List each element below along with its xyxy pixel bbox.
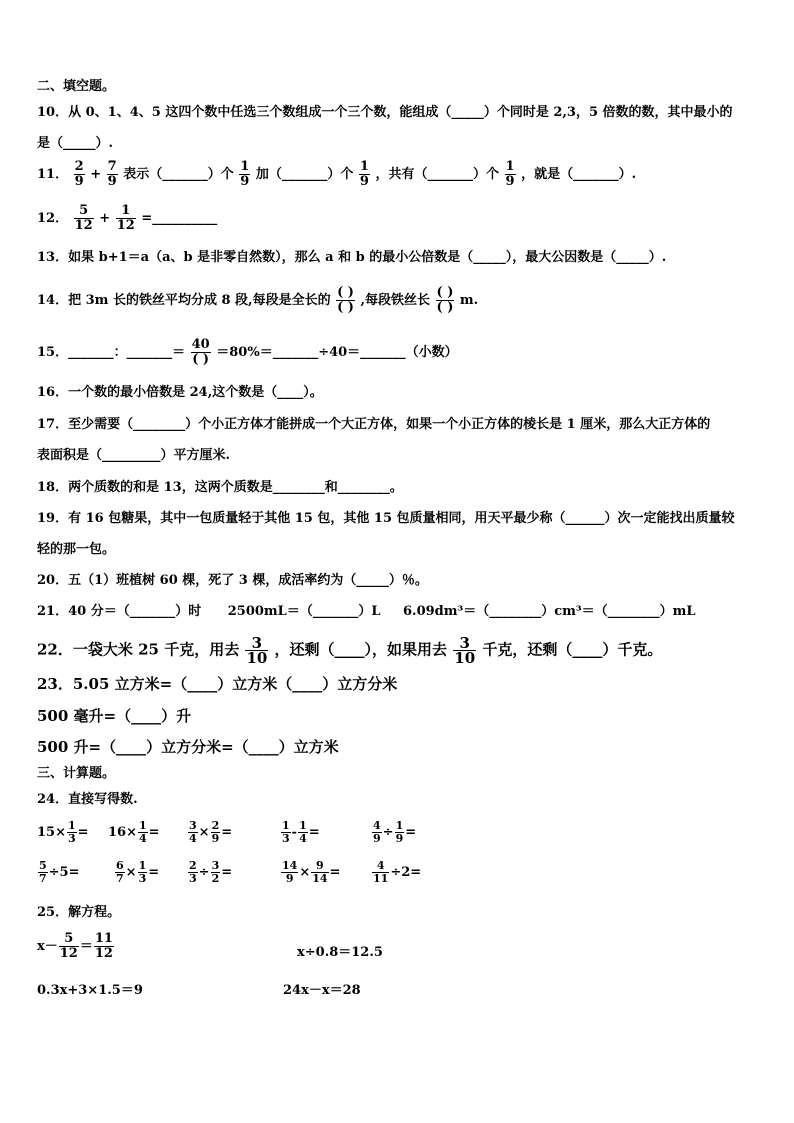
question-19-line1: 19．有 16 包糖果，其中一包质量轻于其他 15 包，其他 15 包质量相同，用天平最少称（______）次一定能找出质量较 [37,511,735,526]
question-10-line2: 是（_____）. [37,136,114,151]
question-18: 18．两个质数的和是 13，这两个质数是________和________。 [37,480,403,495]
question-11: 11． $\frac{2}{9}$ + $\frac{7}{9}$ 表示（_______）个 $\frac{1}{9}$ 加（_______）个 $\frac{1}{9}$ ，共有（_______）个 $\frac{1}{9}$ ，就是（_______）. [37,159,637,189]
fraction: $\frac{5}{12}$ [74,203,93,233]
question-23-line1: 23．5.05 立方米=（____）立方米（____）立方分米 [37,675,398,693]
calc-item: $\frac{4}{9}$ ÷ $\frac{1}{9}$ = [373,819,417,845]
question-24-title: 24．直接写得数. [37,792,138,807]
question-21: 21．40 分＝（_______）时 2500mL＝（_______）L 6.09dm³＝（________）cm³＝（________）mL [37,604,696,619]
question-13: 13．如果 b+1＝a（a、b 是非零自然数），那么 a 和 b 的最小公倍数是（_____），最大公因数是（_____）. [37,250,667,265]
fraction: $\frac{1}{9}$ [505,159,515,189]
question-15: 15．_______：_______＝ 40 ( ) ＝80%＝_______÷40＝_______（小数） [37,337,458,367]
fraction: $\frac{7}{9}$ [107,159,117,189]
fraction: $\frac{1}{12}$ [116,203,135,233]
calc-item: $\frac{5}{7}$ ÷5= [39,859,80,885]
question-23-line3: 500 升=（____）立方分米=（____）立方米 [37,738,339,756]
section-title-calculation: 三、计算题。 [37,766,116,781]
blank-fraction: ( ) ( ) [436,285,454,315]
question-23-line2: 500 毫升=（____）升 [37,707,192,725]
equation-4: 24x－x＝28 [283,983,361,998]
question-12: 12． $\frac{5}{12}$ + $\frac{1}{12}$ =__________ [37,203,218,233]
question-16: 16．一个数的最小倍数是 24,这个数是（____）。 [37,385,323,400]
calc-item: 15× $\frac{1}{3}$ = [37,819,89,845]
calc-item: $\frac{14}{9}$ × $\frac{9}{14}$ = [282,859,341,885]
question-14: 14．把 3m 长的铁丝平均分成 8 段,每段是全长的 ( ) ( ) ,每段铁丝长 ( ) ( ) m. [37,285,479,315]
blank-fraction: ( ) ( ) [337,285,354,315]
equation-3: 0.3x+3×1.5＝9 [37,983,143,998]
fraction: $\frac{1}{9}$ [240,159,250,189]
question-19-line2: 轻的那一包。 [37,542,116,557]
question-22: 22．一袋大米 25 千克，用去 $\frac{3}{10}$ ，还剩（____），如果用去 $\frac{3}{10}$ 千克，还剩（____）千克。 [37,634,663,667]
equation-2: x÷0.8＝12.5 [297,945,383,960]
calc-item: $\frac{4}{11}$ ÷2= [373,859,422,885]
fraction: $\frac{2}{9}$ [74,159,84,189]
equation-1: x－ $\frac{5}{12}$ ＝ $\frac{11}{12}$ [37,931,113,961]
question-10-line1: 10．从 0、1、4、5 这四个数中任选三个数组成一个三个数，能组成（_____）个同时是 2,3，5 倍数的数，其中最小的 [37,105,733,120]
section-title-fill-blanks: 二、填空题。 [37,79,116,94]
question-25-title: 25．解方程。 [37,905,121,920]
calc-item: $\frac{1}{3}$ - $\frac{1}{4}$ = [282,819,320,845]
calc-item: $\frac{3}{4}$ × $\frac{2}{9}$ = [189,819,233,845]
question-20: 20．五（1）班植树 60 棵，死了 3 棵，成活率约为（_____）％。 [37,573,428,588]
calc-item: $\frac{2}{3}$ ÷ $\frac{3}{2}$ = [189,859,233,885]
calc-item: $\frac{6}{7}$ × $\frac{1}{3}$ = [116,859,160,885]
fraction: $\frac{3}{10}$ [246,634,268,667]
fraction: $\frac{3}{10}$ [454,634,476,667]
calc-item: 16× $\frac{1}{4}$ = [108,819,160,845]
fraction: $\frac{1}{9}$ [359,159,369,189]
question-17-line2: 表面积是（_________）平方厘米. [37,448,231,463]
fraction: 40 ( ) [191,337,210,367]
question-17-line1: 17．至少需要（________）个小正方体才能拼成一个大正方体，如果一个小正方体的棱长是 1 厘米，那么大正方体的 [37,417,711,432]
